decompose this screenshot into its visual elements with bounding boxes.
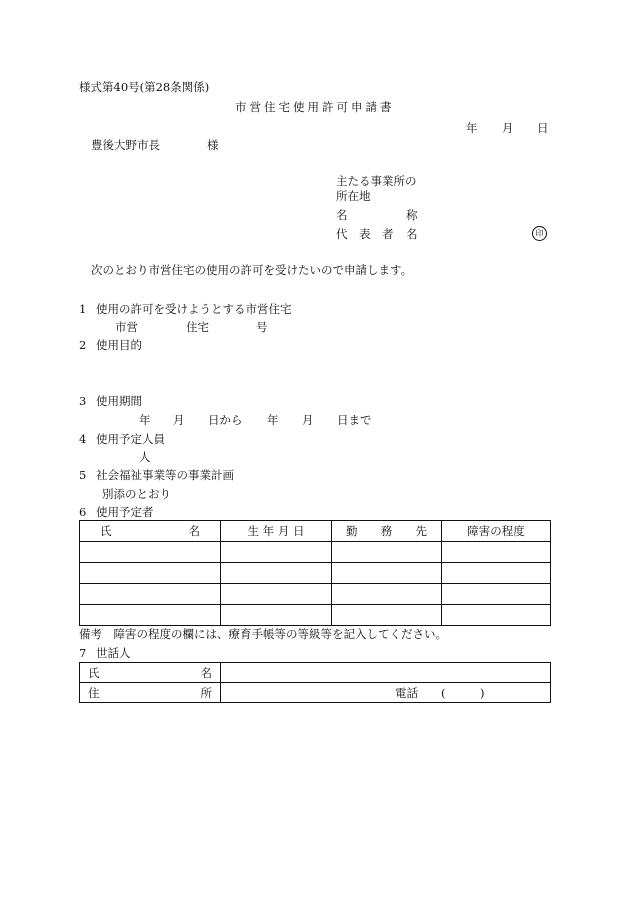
- remark-text: 備考 障害の程度の欄には、療育手帳等の等級等を記入してください。: [79, 627, 447, 641]
- caretaker-name-field[interactable]: [221, 663, 551, 683]
- applicant-rep-label-c: 者: [382, 227, 394, 241]
- caretaker-table: [79, 662, 551, 703]
- disability-cell[interactable]: [442, 605, 551, 626]
- birthdate-cell[interactable]: [221, 584, 332, 605]
- disability-cell[interactable]: [442, 542, 551, 563]
- name-cell[interactable]: [80, 542, 221, 563]
- item3-start-year: 年: [139, 413, 151, 427]
- date-day: 日: [537, 121, 549, 135]
- workplace-cell[interactable]: [332, 584, 442, 605]
- item3-label: 使用期間: [96, 394, 142, 408]
- caretaker-phone-label: 電話 ( ): [395, 685, 485, 700]
- header-work-a: 勤: [346, 524, 358, 538]
- addressee-name: 豊後大野市長: [91, 138, 160, 152]
- birthdate-cell[interactable]: [221, 542, 332, 563]
- caretaker-addr-a: 住: [88, 685, 100, 700]
- applicant-office-line2: 所在地: [336, 189, 371, 203]
- item6-number: 6: [79, 505, 87, 519]
- header-disability: 障害の程度: [442, 521, 551, 542]
- item5-number: 5: [79, 468, 87, 482]
- item7-number: 7: [79, 646, 87, 660]
- header-work-b: 務: [380, 524, 393, 538]
- item1-housing: 住宅: [186, 320, 209, 334]
- item1-number: 1: [79, 302, 87, 316]
- header-name: [80, 521, 221, 542]
- applicant-rep-label-a: 代: [336, 227, 348, 241]
- table-row: [80, 542, 551, 563]
- workplace-cell[interactable]: [332, 563, 442, 584]
- caretaker-name-row: [80, 663, 551, 683]
- item3-number: 3: [79, 394, 87, 408]
- users-table-header: [80, 521, 551, 542]
- date-year: 年: [466, 121, 478, 135]
- item3-end-year: 年: [267, 413, 279, 427]
- name-cell[interactable]: [80, 605, 221, 626]
- workplace-cell[interactable]: [332, 542, 442, 563]
- disability-cell[interactable]: [442, 563, 551, 584]
- table-row: [80, 563, 551, 584]
- header-work-c: 先: [415, 524, 427, 538]
- addressee-honorific: 様: [207, 138, 219, 152]
- item5-note: 別添のとおり: [102, 487, 171, 501]
- applicant-name-label-b: 称: [406, 208, 418, 222]
- item1-label: 使用の許可を受けようとする市営住宅: [96, 302, 292, 316]
- item2-number: 2: [79, 338, 87, 352]
- item6-label: 使用予定者: [96, 505, 154, 519]
- caretaker-name-a: 氏: [88, 665, 100, 680]
- applicant-rep-label-d: 名: [406, 227, 418, 241]
- form-number: 様式第40号(第28条関係): [79, 80, 210, 94]
- caretaker-address-field[interactable]: [221, 683, 551, 703]
- header-name-a: 氏: [100, 524, 112, 538]
- users-table: [79, 520, 551, 626]
- header-name-b: 名: [188, 524, 200, 538]
- disability-cell[interactable]: [442, 584, 551, 605]
- applicant-name-label-a: 名: [336, 208, 348, 222]
- item4-label: 使用予定人員: [96, 432, 165, 446]
- item3-start-day: 日から: [208, 413, 243, 427]
- item1-city: 市営: [115, 320, 138, 334]
- header-workplace: [332, 521, 442, 542]
- table-row: [80, 584, 551, 605]
- item3-start-month: 月: [173, 413, 185, 427]
- item3-end-day: 日まで: [337, 413, 372, 427]
- item5-label: 社会福祉事業等の事業計画: [96, 468, 234, 482]
- workplace-cell[interactable]: [332, 605, 442, 626]
- applicant-office-line1: 主たる事業所の: [336, 174, 417, 188]
- item1-unit: 号: [256, 320, 268, 334]
- name-cell[interactable]: [80, 584, 221, 605]
- caretaker-address-row: [80, 683, 551, 703]
- item4-number: 4: [79, 432, 87, 446]
- birthdate-cell[interactable]: [221, 563, 332, 584]
- table-row: [80, 605, 551, 626]
- applicant-rep-label-b: 表: [359, 227, 371, 241]
- caretaker-address-label: [80, 683, 221, 703]
- item2-label: 使用目的: [96, 338, 142, 352]
- seal-mark: 印: [532, 226, 547, 241]
- birthdate-cell[interactable]: [221, 605, 332, 626]
- item4-unit: 人: [139, 450, 151, 464]
- caretaker-name-label: [80, 663, 221, 683]
- item3-end-month: 月: [302, 413, 314, 427]
- caretaker-name-b: 名: [200, 665, 212, 680]
- form-title: 市営住宅使用許可申請書: [235, 100, 395, 114]
- date-month: 月: [502, 121, 514, 135]
- intro-text: 次のとおり市営住宅の使用の許可を受けたいので申請します。: [91, 263, 413, 277]
- caretaker-addr-b: 所: [200, 685, 212, 700]
- header-birthdate: 生 年 月 日: [221, 521, 332, 542]
- item7-label: 世話人: [96, 646, 131, 660]
- name-cell[interactable]: [80, 563, 221, 584]
